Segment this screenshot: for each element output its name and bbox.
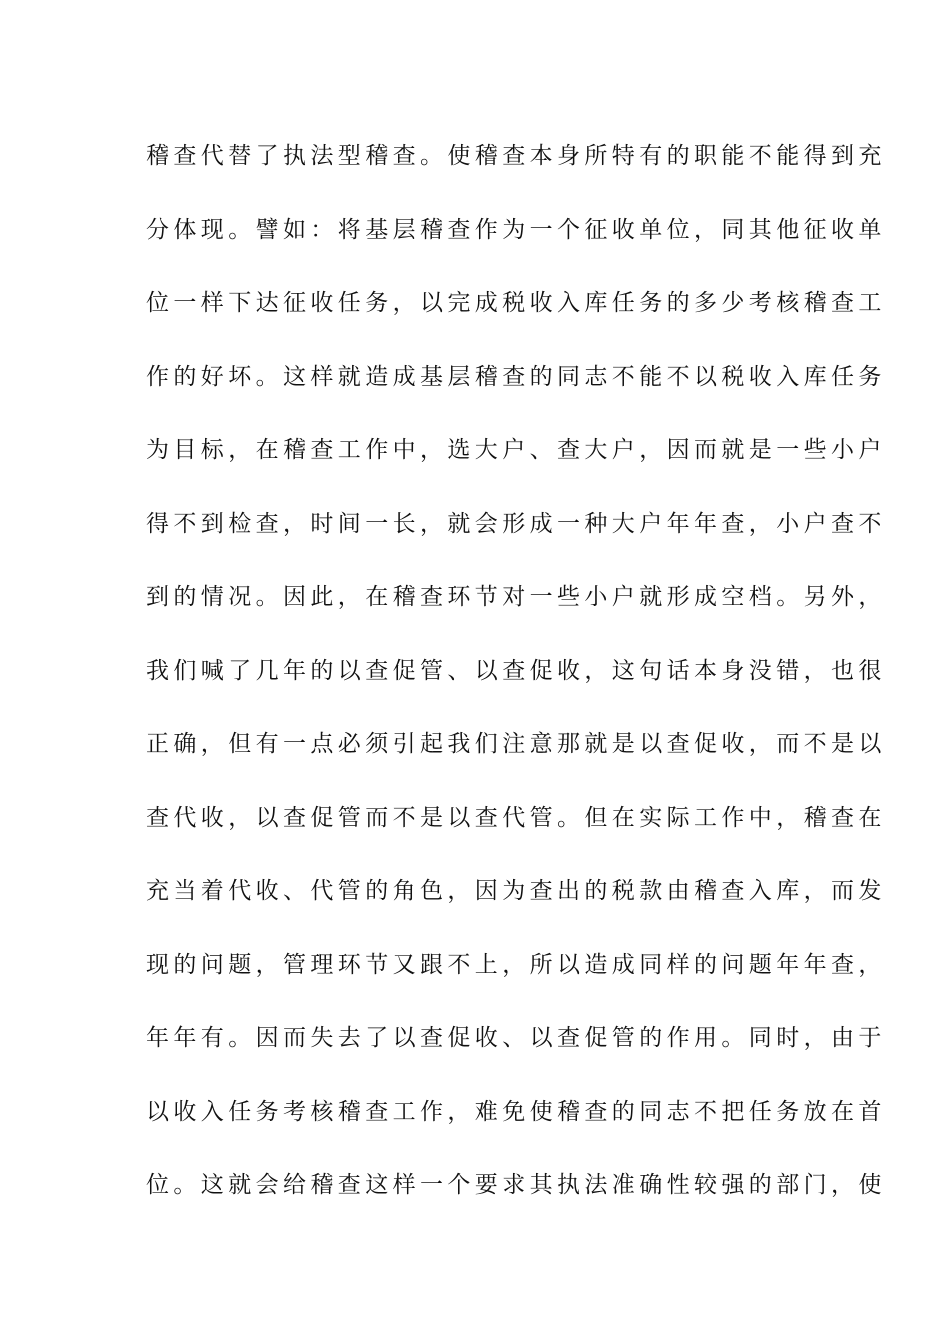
text-line: 得不到检查，时间一长，就会形成一种大户年年查，小户查不: [146, 510, 886, 537]
text-line: 现的问题，管理环节又跟不上，所以造成同样的问题年年查，: [146, 951, 886, 978]
body-text: [146, 130, 886, 1233]
text-line: 到的情况。因此，在稽查环节对一些小户就形成空档。另外，: [146, 584, 886, 610]
text-line: 位。这就会给稽查这样一个要求其执法准确性较强的部门，使: [146, 1172, 886, 1198]
text-line: 分体现。譬如：将基层稽查作为一个征收单位，同其他征收单: [146, 216, 886, 243]
text-line: 查代收，以查促管而不是以查代管。但在实际工作中，稽查在: [146, 804, 886, 831]
text-line: 充当着代收、代管的角色，因为查出的税款由稽查入库，而发: [146, 878, 886, 904]
text-line: 年年有。因而失去了以查促收、以查促管的作用。同时，由于: [146, 1025, 886, 1051]
text-line: 我们喊了几年的以查促管、以查促收，这句话本身没错，也很: [146, 657, 886, 684]
text-line: 正确，但有一点必须引起我们注意那就是以查促收，而不是以: [146, 731, 886, 757]
text-line: 位一样下达征收任务，以完成税收入库任务的多少考核稽查工: [146, 290, 886, 316]
text-line: 稽查代替了执法型稽查。使稽查本身所特有的职能不能得到充: [146, 143, 886, 169]
text-line: 作的好坏。这样就造成基层稽查的同志不能不以税收入库任务: [146, 363, 886, 390]
text-line: 为目标，在稽查工作中，选大户、查大户，因而就是一些小户: [146, 437, 886, 463]
text-line: 以收入任务考核稽查工作，难免使稽查的同志不把任务放在首: [146, 1098, 886, 1125]
